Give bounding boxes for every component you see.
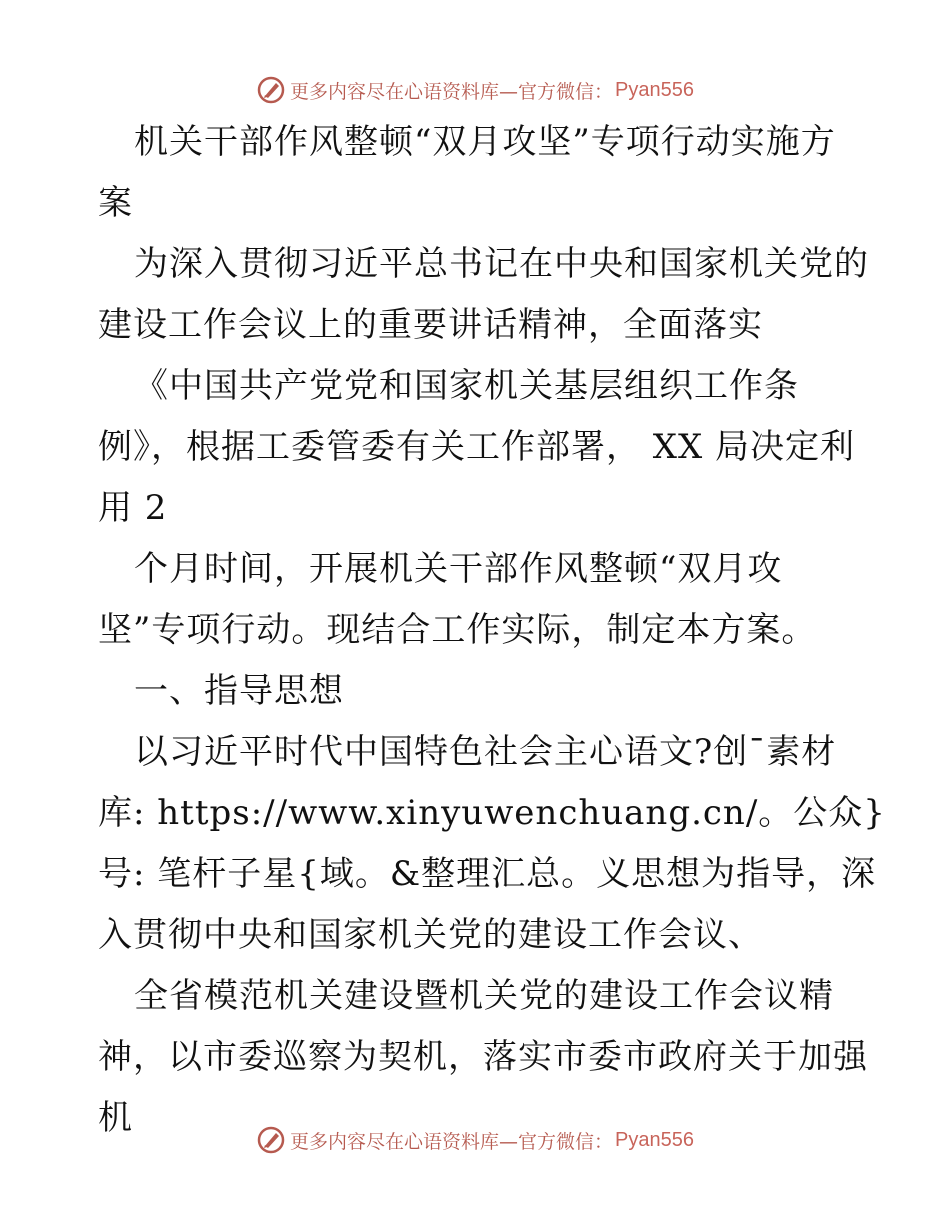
banner-text: 更多内容尽在心语资料库—官方微信： xyxy=(290,80,614,103)
paragraph-line: 以习近平时代中国特色社会主心语文?创¯素材 xyxy=(134,732,837,772)
paragraph-line: 《中国共产党党和国家机关基层组织工作条 xyxy=(134,366,799,406)
doc-title-line: 机关干部作风整顿“双月攻坚”专项行动实施方 xyxy=(134,122,836,162)
paragraph-line: 坚”专项行动。现结合工作实际，制定本方案。 xyxy=(98,610,817,650)
footer-banner xyxy=(0,1120,950,1160)
paragraph-line: 建设工作会议上的重要讲话精神，全面落实 xyxy=(98,305,763,345)
banner-brand: Pyan556 xyxy=(615,1128,694,1151)
paragraph-line: 例》，根据工委管委有关工作部署， XX 局决定利 xyxy=(98,427,856,467)
doc-title-line: 案 xyxy=(98,183,133,223)
header-banner xyxy=(0,70,950,110)
paragraph-line: 用 2 xyxy=(98,488,168,528)
paragraph-line: 号: 笔杆子星{域。&整理汇总。义思想为指导，深 xyxy=(98,854,877,894)
paragraph-line: 库: https://www.xinyuwenchuang.cn/。公众} xyxy=(98,793,886,833)
section-heading: 一、指导思想 xyxy=(134,671,344,711)
banner-brand: Pyan556 xyxy=(615,78,694,101)
paragraph-line: 神，以市委巡察为契机，落实市委市政府关于加强 xyxy=(98,1037,868,1077)
quill-seal-icon xyxy=(256,1125,286,1155)
quill-seal-icon xyxy=(256,75,286,105)
paragraph-line: 机 xyxy=(98,1098,133,1138)
banner-text: 更多内容尽在心语资料库—官方微信： xyxy=(290,1130,614,1153)
paragraph-line: 入贯彻中央和国家机关党的建设工作会议、 xyxy=(98,915,763,955)
paragraph-line: 全省模范机关建设暨机关党的建设工作会议精 xyxy=(134,976,834,1016)
paragraph-line: 个月时间，开展机关干部作风整顿“双月攻 xyxy=(134,549,783,589)
paragraph-line: 为深入贯彻习近平总书记在中央和国家机关党的 xyxy=(134,244,869,284)
